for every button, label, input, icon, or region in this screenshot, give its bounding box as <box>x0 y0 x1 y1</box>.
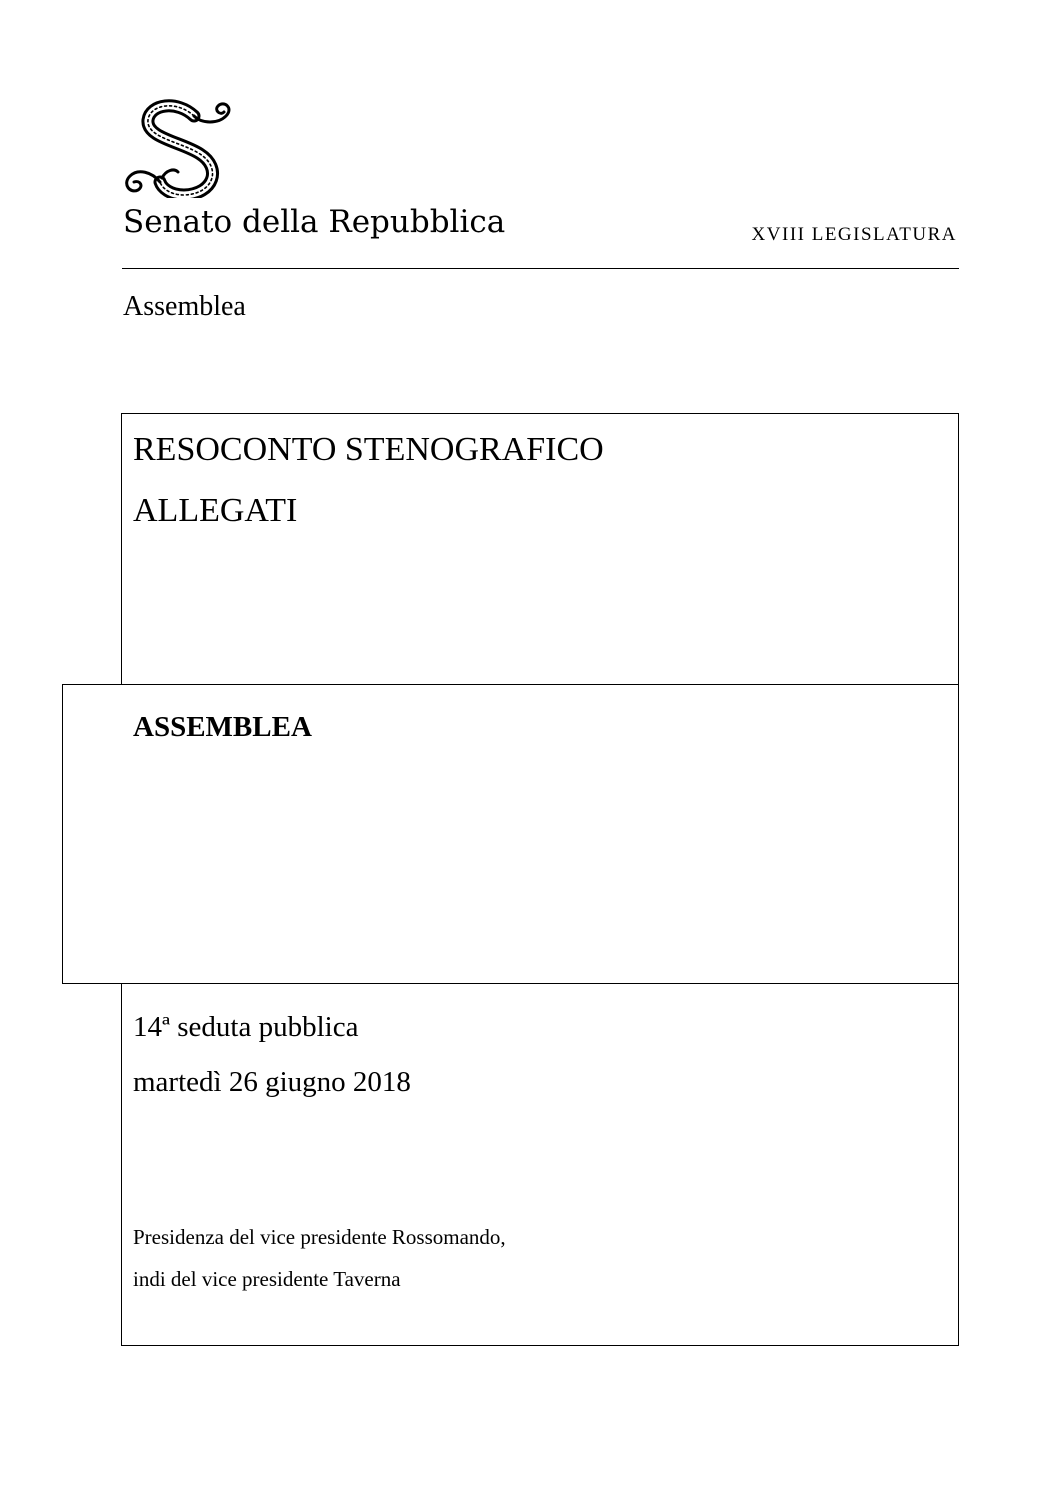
senate-logo-icon <box>122 98 240 198</box>
institution-name: Senato della Repubblica <box>123 204 506 240</box>
assembly-heading: ASSEMBLEA <box>133 711 312 743</box>
session-number: 14ª seduta pubblica <box>133 1011 359 1043</box>
section-label: Assemblea <box>123 291 246 322</box>
header-divider <box>122 268 959 269</box>
legislature-label: XVIII LEGISLATURA <box>751 224 957 245</box>
presidency-line-1: Presidenza del vice presidente Rossomando, <box>133 1225 506 1249</box>
report-title: RESOCONTO STENOGRAFICO <box>133 431 604 468</box>
presidency-line-2: indi del vice presidente Taverna <box>133 1267 401 1291</box>
report-subtitle: ALLEGATI <box>133 492 298 529</box>
session-date: martedì 26 giugno 2018 <box>133 1066 411 1098</box>
